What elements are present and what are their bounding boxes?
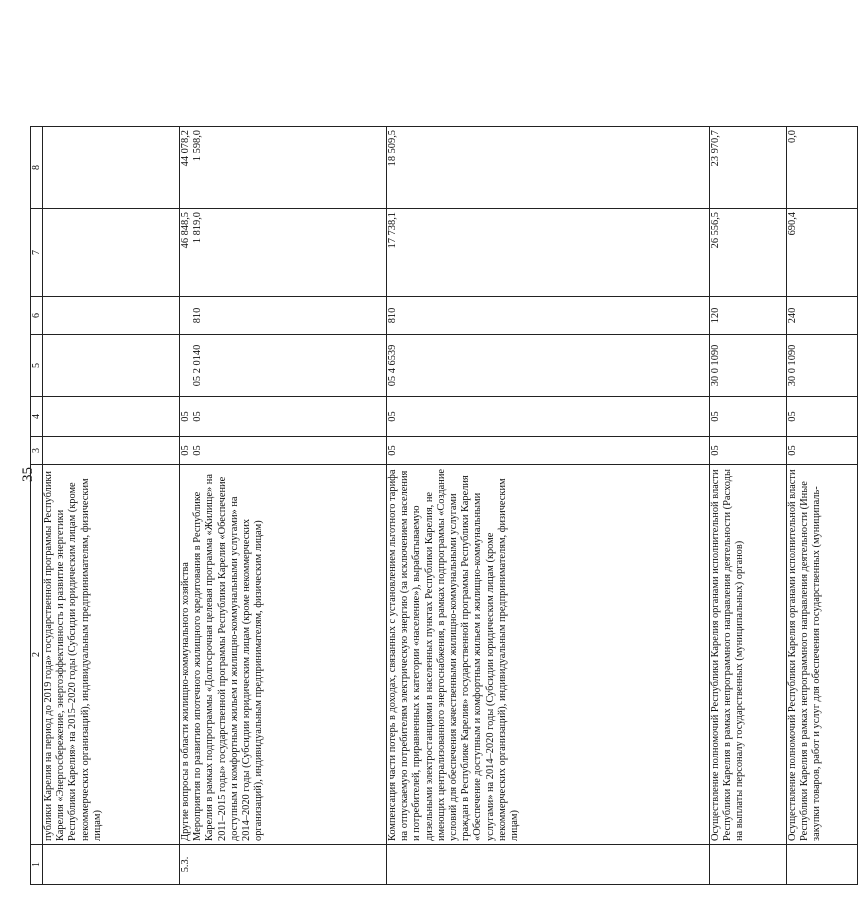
column-header: 1 bbox=[31, 845, 43, 885]
row-col5: 30 0 1090 bbox=[710, 335, 787, 397]
row-col7 bbox=[43, 209, 180, 297]
row-col3: 05 bbox=[387, 437, 710, 465]
table-body bbox=[43, 127, 858, 885]
row-col4: 05 05 bbox=[180, 397, 387, 437]
row-col4: 05 bbox=[387, 397, 710, 437]
row-number: 5.3. bbox=[180, 845, 387, 885]
row-col3: 05 05 bbox=[180, 437, 387, 465]
row-description: Осуществление полномочий Республики Карелия органами исполнительной власти Республики Карелия в рамках непрограммного направления деятельности (Расходы на выплаты персоналу государственных (муниципальных) органов) bbox=[710, 465, 787, 845]
column-header: 8 bbox=[31, 127, 43, 209]
row-description: Другие вопросы в области жилищно-коммунального хозяйства Мероприятия по развитию ипотечного жилищного кредитования в Республике Карелия в рамках подпрограммы «Долгосрочная целевая программа «Жилище» на 2011–2015 годы» государственной программы Республики Карелия «Обеспечение доступным и комфортным жильем и жилищно-коммунальными услугами» на 2014–2020 годы (Субсидии юридическим лицам (кроме некоммерческих организаций), индивидуальным предпринимателям, физическим лицам) bbox=[180, 465, 387, 845]
row-description: Осуществление полномочий Республики Карелия органами исполнительной власти Республики Карелия в рамках непрограммного направления деятельности (Иные закупки товаров, работ и услуг для обеспечения государственных (муниципаль- bbox=[787, 465, 858, 845]
row-col6: 240 bbox=[787, 297, 858, 335]
row-col8 bbox=[43, 127, 180, 209]
column-header: 5 bbox=[31, 335, 43, 397]
row-col3: 05 bbox=[710, 437, 787, 465]
row-col3 bbox=[43, 437, 180, 465]
row-col7: 690,4 bbox=[787, 209, 858, 297]
row-number bbox=[43, 845, 180, 885]
row-col3: 05 bbox=[787, 437, 858, 465]
row-col8: 23 970,7 bbox=[710, 127, 787, 209]
row-col7: 26 556,5 bbox=[710, 209, 787, 297]
table-row bbox=[43, 127, 180, 885]
row-col5: 05 2 0140 bbox=[180, 335, 387, 397]
budget-table bbox=[30, 126, 858, 885]
row-number bbox=[787, 845, 858, 885]
row-col5: 05 4 6539 bbox=[387, 335, 710, 397]
row-col4 bbox=[43, 397, 180, 437]
column-header: 3 bbox=[31, 437, 43, 465]
column-header: 6 bbox=[31, 297, 43, 335]
row-col6 bbox=[43, 297, 180, 335]
row-description: Компенсация части потерь в доходах, связанных с установлением льготного тарифа на отпускаемую потребителям электрическую энергию (за исключением населения и потребителей, приравненных к категории «население»), вырабатываемую дизельными электростанциями в населенных пунктах Республики Карелия, не имеющих централизованного энергоснабжения, в рамках подпрограммы «Создание условий для обеспечения качественными жилищно-коммунальными услугами граждан в Республике Карелия» государственной программы Республики Карелия «Обеспечение доступным и комфортным жильем и жилищно-коммунальными услугами» на 2014–2020 годы (Субсидии юридическим лицам (кроме некоммерческих организаций), индивидуальным предпринимателям, физическим лицам) bbox=[387, 465, 710, 845]
row-col4: 05 bbox=[710, 397, 787, 437]
column-header: 4 bbox=[31, 397, 43, 437]
table-row bbox=[787, 127, 858, 885]
row-col6: 810 bbox=[387, 297, 710, 335]
table-row bbox=[180, 127, 387, 885]
table-row bbox=[710, 127, 787, 885]
row-description: публики Карелия на период до 2019 года» государственной программы Республики Карелия «Энергосбережение, энергоэффективность и развитие энергетики Республики Карелия» на 2015–2020 годы (Субсидии юридическим лицам (кроме некоммерческих организаций), индивидуальным предпринимателям, физическим лицам) bbox=[43, 465, 180, 845]
table-row bbox=[387, 127, 710, 885]
row-number bbox=[387, 845, 710, 885]
row-col8: 0,0 bbox=[787, 127, 858, 209]
row-col7: 17 738,1 bbox=[387, 209, 710, 297]
row-col5: 30 0 1090 bbox=[787, 335, 858, 397]
row-col7: 46 848,5 1 819,0 bbox=[180, 209, 387, 297]
row-col8: 44 078,2 1 598,0 bbox=[180, 127, 387, 209]
row-col6: 810 bbox=[180, 297, 387, 335]
row-col6: 120 bbox=[710, 297, 787, 335]
row-col5 bbox=[43, 335, 180, 397]
row-col4: 05 bbox=[787, 397, 858, 437]
header-row bbox=[31, 127, 43, 885]
column-header: 7 bbox=[31, 209, 43, 297]
row-col8: 18 509,5 bbox=[387, 127, 710, 209]
column-header: 2 bbox=[31, 465, 43, 845]
page-number: 35 bbox=[20, 467, 36, 482]
row-number bbox=[710, 845, 787, 885]
